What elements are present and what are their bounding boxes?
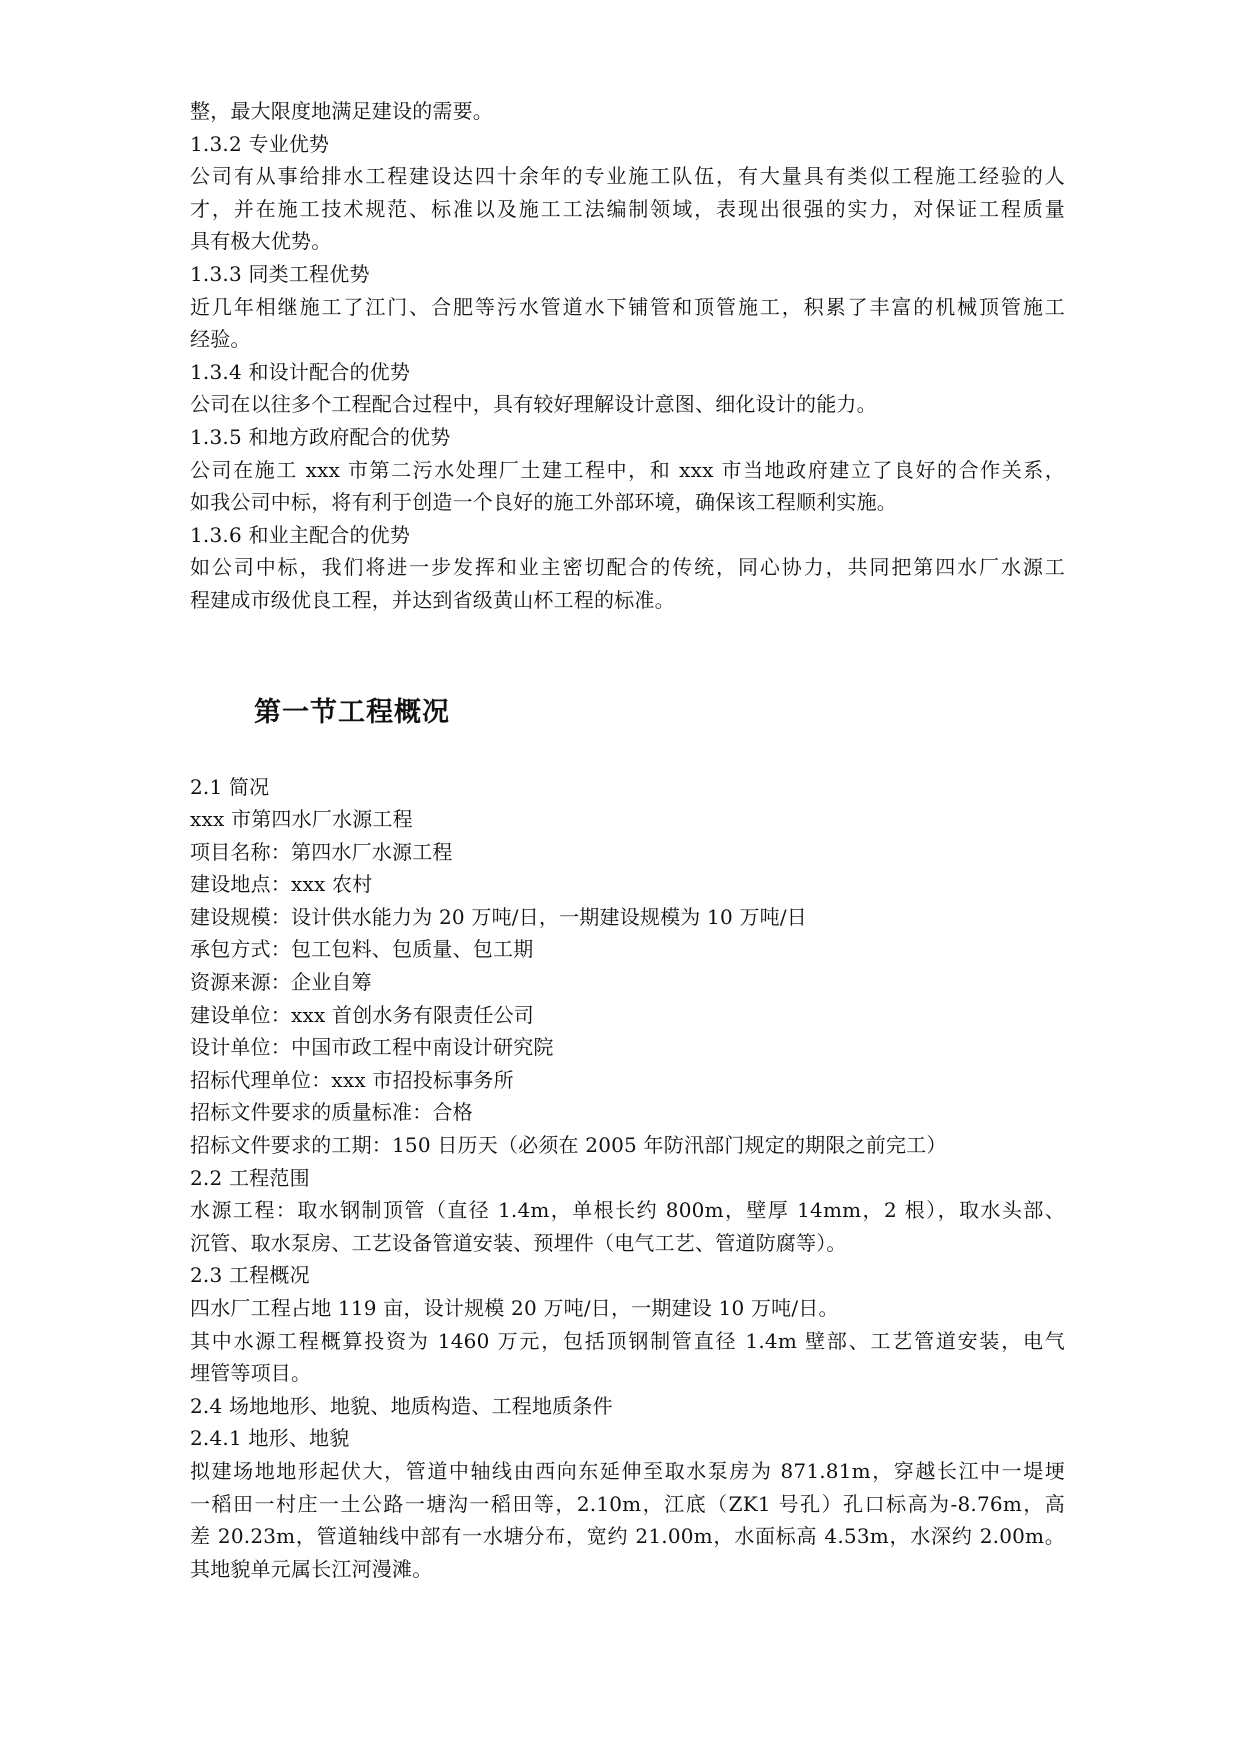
text-line: 公司在以往多个工程配合过程中，具有较好理解设计意图、细化设计的能力。 [190,392,877,417]
text-line: 四水厂工程占地 119 亩，设计规模 20 万吨/日，一期建设 10 万吨/日。 [190,1296,839,1320]
text-line: 具有极大优势。 [190,229,332,254]
text-line: 招标代理单位：xxx 市招投标事务所 [190,1067,514,1092]
text-line: 2.4.1 地形、地貌 [190,1426,350,1451]
text-line: 才，并在施工技术规范、标准以及施工工法编制领域，表现出很强的实力，对保证工程质量 [190,196,1065,221]
page-content [190,95,1065,1585]
text-line: 建设单位：xxx 首创水务有限责任公司 [190,1002,534,1027]
text-line: 程建成市级优良工程，并达到省级黄山杯工程的标准。 [190,587,675,612]
text-line: 2.3 工程概况 [190,1263,310,1288]
text-line: 2.1 简况 [190,774,270,799]
text-line: 公司在施工 xxx 市第二污水处理厂土建工程中，和 xxx 市当地政府建立了良好的合作关系， [190,457,1065,482]
text-line: 1.3.5 和地方政府配合的优势 [190,424,451,449]
text-line: 近几年相继施工了江门、合肥等污水管道水下铺管和顶管施工，积累了丰富的机械顶管施工 [190,294,1065,319]
section-2-text [190,771,1065,1586]
text-line: 资源来源：企业自筹 [190,970,372,995]
text-line: 经验。 [190,327,251,352]
text-line: 1.3.4 和设计配合的优势 [190,359,411,384]
text-line: 埋管等项目。 [190,1361,312,1386]
text-line: 2.4 场地地形、地貌、地质构造、工程地质条件 [190,1393,613,1418]
text-line: 承包方式：包工包料、包质量、包工期 [190,937,534,962]
text-line: 一稻田一村庄一土公路一塘沟一稻田等，2.10m，江底（ZK1 号孔）孔口标高为-8.76m，高 [190,1491,1065,1516]
text-line: 1.3.2 专业优势 [190,131,330,156]
text-line: 1.3.3 同类工程优势 [190,261,370,286]
text-line: 如我公司中标，将有利于创造一个良好的施工外部环境，确保该工程顺利实施。 [190,490,897,515]
text-line: 招标文件要求的工期：150 日历天（必须在 2005 年防汛部门规定的期限之前完工） [190,1133,947,1158]
text-line: 1.3.6 和业主配合的优势 [190,522,411,547]
text-line: 其中水源工程概算投资为 1460 万元，包括顶钢制管直径 1.4m 壁部、工艺管道安装，电气 [190,1328,1065,1353]
text-line: 2.2 工程范围 [190,1165,310,1190]
text-line: 水源工程：取水钢制顶管（直径 1.4m，单根长约 800m，壁厚 14mm，2 根），取水头部、 [190,1198,1065,1223]
section-1-3-text [190,95,1065,617]
text-line: 项目名称：第四水厂水源工程 [190,839,453,864]
text-line: 其地貌单元属长江河漫滩。 [190,1556,433,1581]
text-line: 建设地点：xxx 农村 [190,872,373,897]
text-line: xxx 市第四水厂水源工程 [190,807,413,832]
text-line: 如公司中标，我们将进一步发挥和业主密切配合的传统，同心协力，共同把第四水厂水源工 [190,555,1065,580]
text-line: 拟建场地地形起伏大，管道中轴线由西向东延伸至取水泵房为 871.81m，穿越长江中一堤埂 [190,1458,1065,1483]
text-line: 建设规模：设计供水能力为 20 万吨/日，一期建设规模为 10 万吨/日 [190,904,808,929]
text-line: 差 20.23m，管道轴线中部有一水塘分布，宽约 21.00m，水面标高 4.53m，水深约 2.00m。 [190,1524,1065,1549]
text-line: 设计单位：中国市政工程中南设计研究院 [190,1035,554,1060]
text-line: 整，最大限度地满足建设的需要。 [190,99,493,123]
text-line: 公司有从事给排水工程建设达四十余年的专业施工队伍，有大量具有类似工程施工经验的人 [190,164,1065,189]
text-line: 招标文件要求的质量标准：合格 [190,1100,473,1125]
text-line: 沉管、取水泵房、工艺设备管道安装、预埋件（电气工艺、管道防腐等）。 [190,1230,847,1255]
section-title: 第一节工程概况 [254,696,450,728]
